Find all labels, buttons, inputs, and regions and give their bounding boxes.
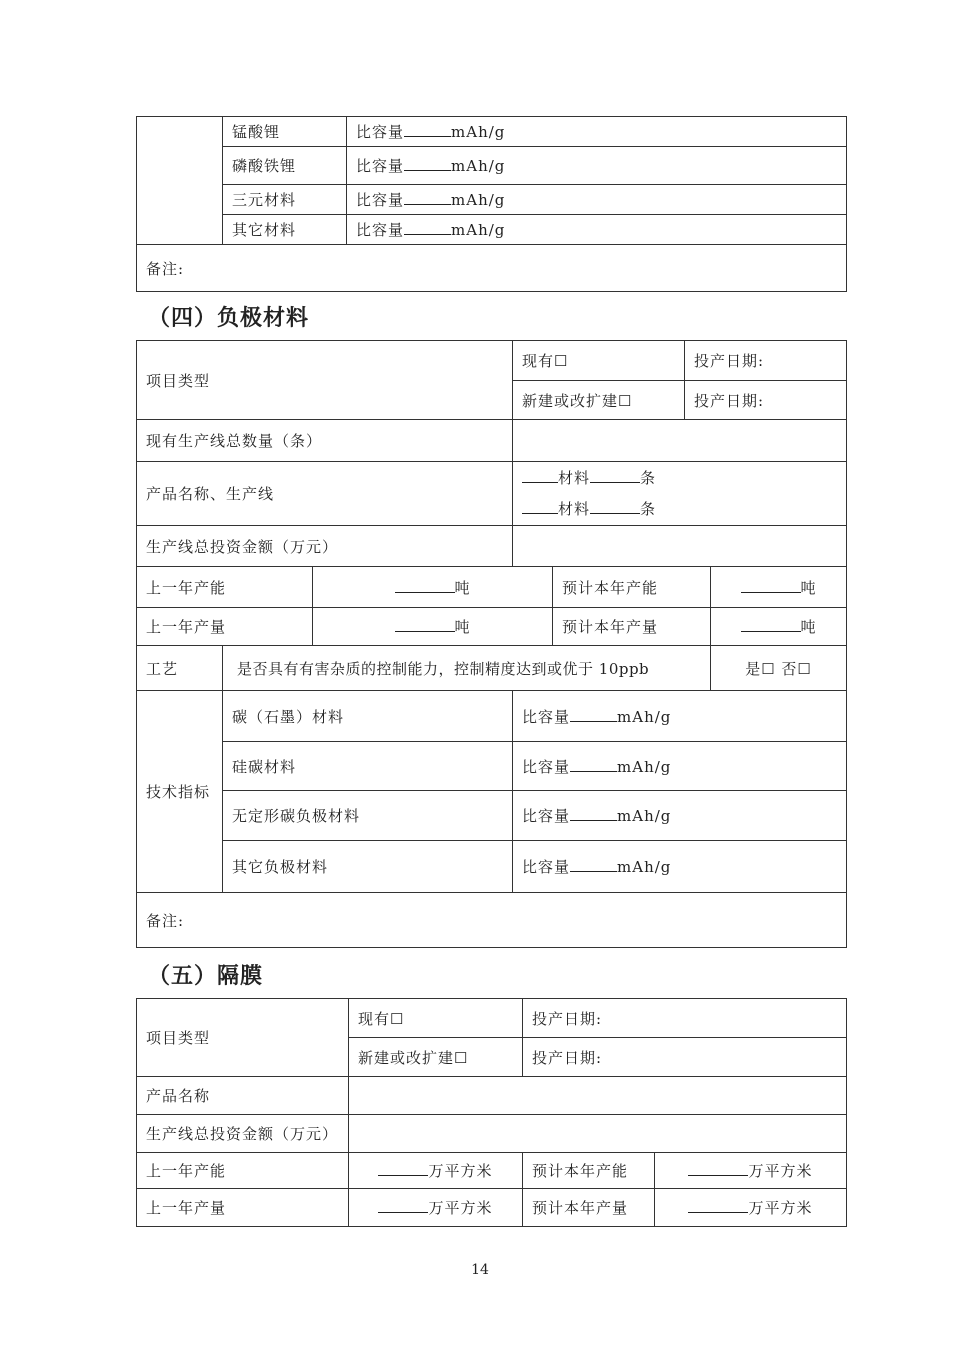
fill-blank[interactable] [395,580,455,593]
fill-blank[interactable] [570,759,617,772]
est-output-label: 预计本年产量 [553,608,711,646]
section-heading: （四）负极材料 [148,306,310,331]
spec-cell: 比容量 mAh/g [347,147,847,185]
material-label: 其它负极材料 [223,841,513,893]
est-capacity-label: 预计本年产能 [523,1153,655,1189]
fill-blank[interactable] [378,1163,428,1176]
project-type-label: 项目类型 [137,999,349,1077]
process-description: 是否具有有害杂质的控制能力，控制精度达到或优于 10ppb [223,646,711,691]
fill-blank[interactable] [404,222,451,235]
fill-blank[interactable] [741,619,801,632]
fill-blank[interactable] [395,619,455,632]
separator-table [136,998,847,1227]
fill-blank[interactable] [688,1163,748,1176]
fill-blank[interactable] [741,580,801,593]
spec-cell: 比容量 mAh/g [513,742,847,791]
last-output-label: 上一年产量 [137,608,313,646]
material-label: 锰酸锂 [223,117,347,147]
fill-blank[interactable] [404,124,451,137]
last-output-input[interactable]: 吨 [313,608,553,646]
process-label: 工艺 [137,646,223,691]
fill-blank[interactable] [522,501,558,514]
last-capacity-label: 上一年产能 [137,1153,349,1189]
est-capacity-label: 预计本年产能 [553,567,711,608]
material-label: 无定形碳负极材料 [223,791,513,841]
last-capacity-input[interactable]: 吨 [313,567,553,608]
fill-blank[interactable] [522,470,558,483]
spec-cell: 比容量 mAh/g [347,185,847,215]
cathode-spec-table [136,116,847,292]
material-label: 其它材料 [223,215,347,245]
investment-input[interactable] [513,526,847,567]
blank-cell [137,117,223,245]
last-capacity-input[interactable]: 万平方米 [349,1153,523,1189]
product-line-input[interactable]: 材料 条 材料 条 [513,462,847,526]
remark-cell[interactable]: 备注: [137,893,847,948]
start-date-field[interactable]: 投产日期: [523,1038,847,1077]
material-label: 三元材料 [223,185,347,215]
product-name-input[interactable] [349,1077,847,1115]
new-build-checkbox[interactable]: 新建或改扩建☐ [513,381,685,420]
material-label: 磷酸铁锂 [223,147,347,185]
est-output-label: 预计本年产量 [523,1189,655,1227]
fill-blank[interactable] [570,859,617,872]
fill-blank[interactable] [570,808,617,821]
existing-checkbox[interactable]: 现有☐ [349,999,523,1038]
page-number: 14 [471,1262,489,1278]
last-capacity-label: 上一年产能 [137,567,313,608]
new-build-checkbox[interactable]: 新建或改扩建☐ [349,1038,523,1077]
fill-blank[interactable] [378,1200,428,1213]
start-date-field[interactable]: 投产日期: [523,999,847,1038]
spec-cell: 比容量 mAh/g [513,691,847,742]
fill-blank[interactable] [404,158,451,171]
tech-index-label: 技术指标 [137,691,223,893]
line-count-input[interactable] [513,420,847,462]
investment-input[interactable] [349,1115,847,1153]
product-line-label: 产品名称、生产线 [137,462,513,526]
spec-cell: 比容量 mAh/g [347,117,847,147]
start-date-field[interactable]: 投产日期: [685,381,847,420]
existing-checkbox[interactable]: 现有☐ [513,341,685,381]
est-capacity-input[interactable]: 万平方米 [655,1153,847,1189]
last-output-label: 上一年产量 [137,1189,349,1227]
fill-blank[interactable] [590,501,640,514]
investment-label: 生产线总投资金额（万元） [137,526,513,567]
fill-blank[interactable] [590,470,640,483]
fill-blank[interactable] [404,192,451,205]
product-name-label: 产品名称 [137,1077,349,1115]
spec-cell: 比容量 mAh/g [513,841,847,893]
remark-cell[interactable]: 备注: [137,245,847,292]
yes-no-checkbox[interactable]: 是☐ 否☐ [711,646,847,691]
est-output-input[interactable]: 吨 [711,608,847,646]
material-label: 碳（石墨）材料 [223,691,513,742]
fill-blank[interactable] [688,1200,748,1213]
project-type-label: 项目类型 [137,341,513,420]
section-heading: （五）隔膜 [148,964,264,989]
material-label: 硅碳材料 [223,742,513,791]
start-date-field[interactable]: 投产日期: [685,341,847,381]
spec-cell: 比容量 mAh/g [513,791,847,841]
est-capacity-input[interactable]: 吨 [711,567,847,608]
fill-blank[interactable] [570,709,617,722]
line-count-label: 现有生产线总数量（条） [137,420,513,462]
investment-label: 生产线总投资金额（万元） [137,1115,349,1153]
anode-material-grid [136,340,847,948]
spec-cell: 比容量 mAh/g [347,215,847,245]
est-output-input[interactable]: 万平方米 [655,1189,847,1227]
last-output-input[interactable]: 万平方米 [349,1189,523,1227]
